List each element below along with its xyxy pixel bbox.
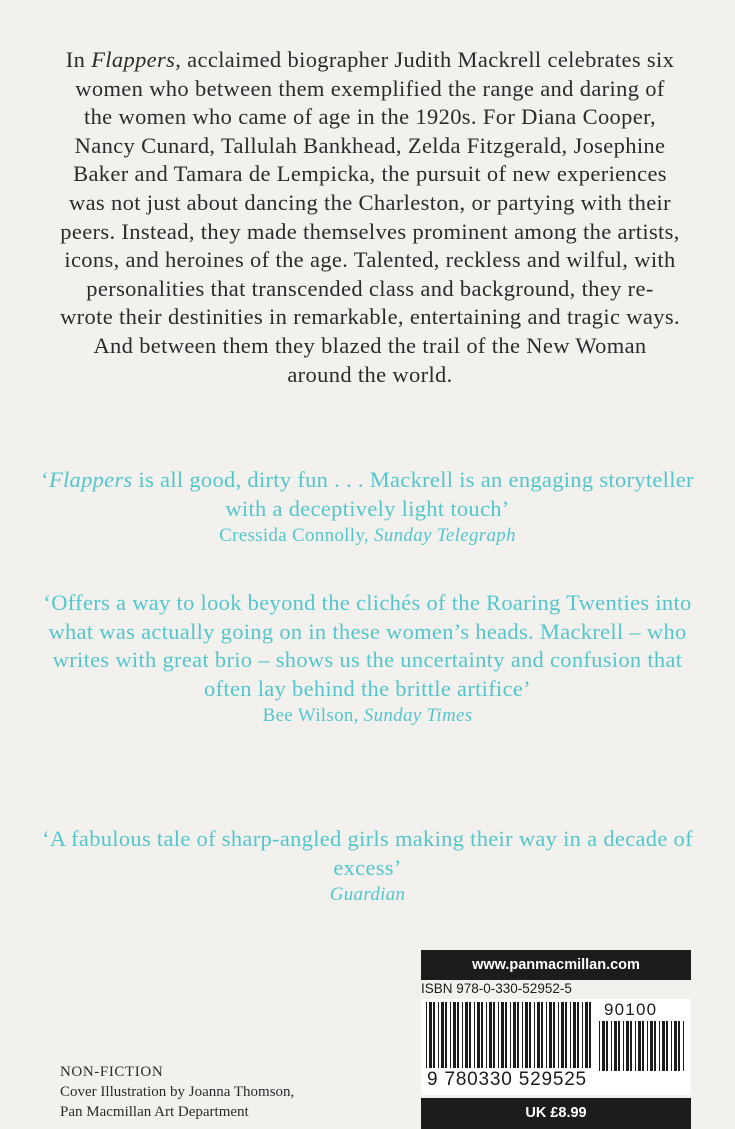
publisher-url: www.panmacmillan.com [421, 950, 691, 980]
book-meta [60, 1062, 294, 1122]
barcode-bar [529, 1002, 531, 1068]
quote-attribution [40, 523, 695, 549]
quote-attribution [40, 703, 695, 729]
barcode-bar [433, 1002, 435, 1068]
barcode-bar [599, 1021, 600, 1071]
barcode-bar [630, 1021, 632, 1071]
barcode-bar [441, 1002, 444, 1068]
blurb-prefix: In [65, 47, 92, 72]
barcode-bar [623, 1021, 624, 1071]
barcode-bar [462, 1002, 463, 1068]
barcode-bar [429, 1002, 432, 1068]
barcode-bar [650, 1021, 653, 1071]
barcode-bar [602, 1021, 605, 1071]
barcode-bar [642, 1021, 644, 1071]
quote-body: is all good, dirty fun . . . Mackrell is an engaging storyteller with a deceptively light touch’ [132, 467, 694, 521]
barcode-bar [445, 1002, 447, 1068]
blurb-text: , acclaimed biographer Judith Mackrell celebrates six women who between them exemplified the range and daring of the women who came of age in the 1920s. For Diana Cooper, Nancy Cunard, Tallulah Bankhead, Zelda Fitzgerald, Josephine Baker and Tamara de Lempicka, the pursuit of new experiences was not just about dancing the Charleston, or partying with their peers. Instead, they made themselves prominent among the artists, icons, and heroines of the age. Talented, reckless and wilful, with personalities that transcended class and background, they re-wrote their destinities in remarkable, entertaining and tragic ways. And between them they blazed the trail of the New Woman around the world. [60, 47, 680, 387]
barcode-bar [618, 1021, 620, 1071]
barcode-bar [525, 1002, 528, 1068]
barcode-bar [537, 1002, 540, 1068]
blurb-paragraph [60, 46, 680, 389]
barcode-bar [474, 1002, 475, 1068]
barcode-bar [522, 1002, 523, 1068]
barcode-bar [638, 1021, 641, 1071]
barcode-bar [489, 1002, 492, 1068]
barcode-bar [582, 1002, 583, 1068]
barcode-bar [614, 1021, 617, 1071]
barcode-bar [678, 1021, 680, 1071]
barcode-bar [611, 1021, 612, 1071]
barcode-bar [553, 1002, 555, 1068]
quote-author: Cressida Connolly, [219, 525, 375, 546]
barcode-bar [659, 1021, 660, 1071]
quote-attribution [40, 882, 695, 908]
quote-source: Guardian [329, 884, 406, 905]
barcode-bar [498, 1002, 499, 1068]
quote-book-title: Flappers [48, 467, 133, 492]
barcode-bar [513, 1002, 516, 1068]
barcode-bar [465, 1002, 468, 1068]
barcode-bar [486, 1002, 487, 1068]
quote-text: ‘Offers a way to look beyond the clichés of the Roaring Twenties into what was actually going on in these women’s heads. Mackrell – who writes with great brio – shows us the uncertainty and confusion that often lay behind the brittle artifice’ [43, 590, 692, 701]
barcode-bar [683, 1021, 684, 1071]
barcode-bar [674, 1021, 677, 1071]
barcode-bar [654, 1021, 656, 1071]
quote-author: Bee Wilson, [262, 705, 364, 726]
barcode-bar [647, 1021, 648, 1071]
quote-text [40, 466, 695, 523]
barcode [421, 999, 691, 1095]
review-quote-3 [40, 825, 695, 908]
quote-source: Sunday Times [363, 705, 473, 726]
ean-barcode [424, 1002, 594, 1070]
barcode-bar [426, 1002, 427, 1068]
barcode-bar [570, 1002, 571, 1068]
barcode-bar [549, 1002, 552, 1068]
barcode-bar [565, 1002, 567, 1068]
quote-source: Sunday Telegraph [374, 525, 516, 546]
barcode-bar [481, 1002, 483, 1068]
addon-barcode [597, 1021, 689, 1071]
review-quote-1 [40, 466, 695, 549]
barcode-bar [671, 1021, 672, 1071]
addon-digits: 90100 [604, 1000, 658, 1019]
price-label: UK £8.99 [421, 1098, 691, 1129]
barcode-bar [626, 1021, 629, 1071]
review-quote-2 [40, 589, 695, 729]
barcode-bar [561, 1002, 564, 1068]
blurb [60, 46, 680, 389]
barcode-digits: 9 780330 529525 [427, 1069, 587, 1090]
barcode-bar [541, 1002, 543, 1068]
cover-credit-line-2: Pan Macmillan Art Department [60, 1104, 249, 1120]
barcode-bar [534, 1002, 535, 1068]
barcode-bar [457, 1002, 459, 1068]
barcode-bar [477, 1002, 480, 1068]
isbn-label: ISBN 978-0-330-52952-5 [421, 981, 572, 996]
barcode-bar [662, 1021, 665, 1071]
barcode-bar [517, 1002, 519, 1068]
barcode-bar [573, 1002, 576, 1068]
barcode-bar [438, 1002, 439, 1068]
barcode-bar [510, 1002, 511, 1068]
barcode-bar [493, 1002, 495, 1068]
barcode-bar [469, 1002, 471, 1068]
barcode-bar [546, 1002, 547, 1068]
cover-credit-line-1: Cover Illustration by Joanna Thomson, [60, 1084, 295, 1100]
book-title: Flappers [91, 47, 176, 72]
quote-text: ‘A fabulous tale of sharp-angled girls making their way in a decade of excess’ [42, 826, 693, 880]
barcode-bar [577, 1002, 579, 1068]
barcode-bar [501, 1002, 504, 1068]
barcode-bar [453, 1002, 456, 1068]
barcode-bar [450, 1002, 451, 1068]
barcode-bar [606, 1021, 608, 1071]
genre-label: NON-FICTION [60, 1064, 164, 1080]
barcode-bar [558, 1002, 559, 1068]
barcode-bar [505, 1002, 507, 1068]
quote-open-mark: ‘ [41, 467, 49, 492]
barcode-bar [666, 1021, 668, 1071]
barcode-bar [589, 1002, 591, 1068]
barcode-bar [585, 1002, 588, 1068]
barcode-bar [635, 1021, 636, 1071]
